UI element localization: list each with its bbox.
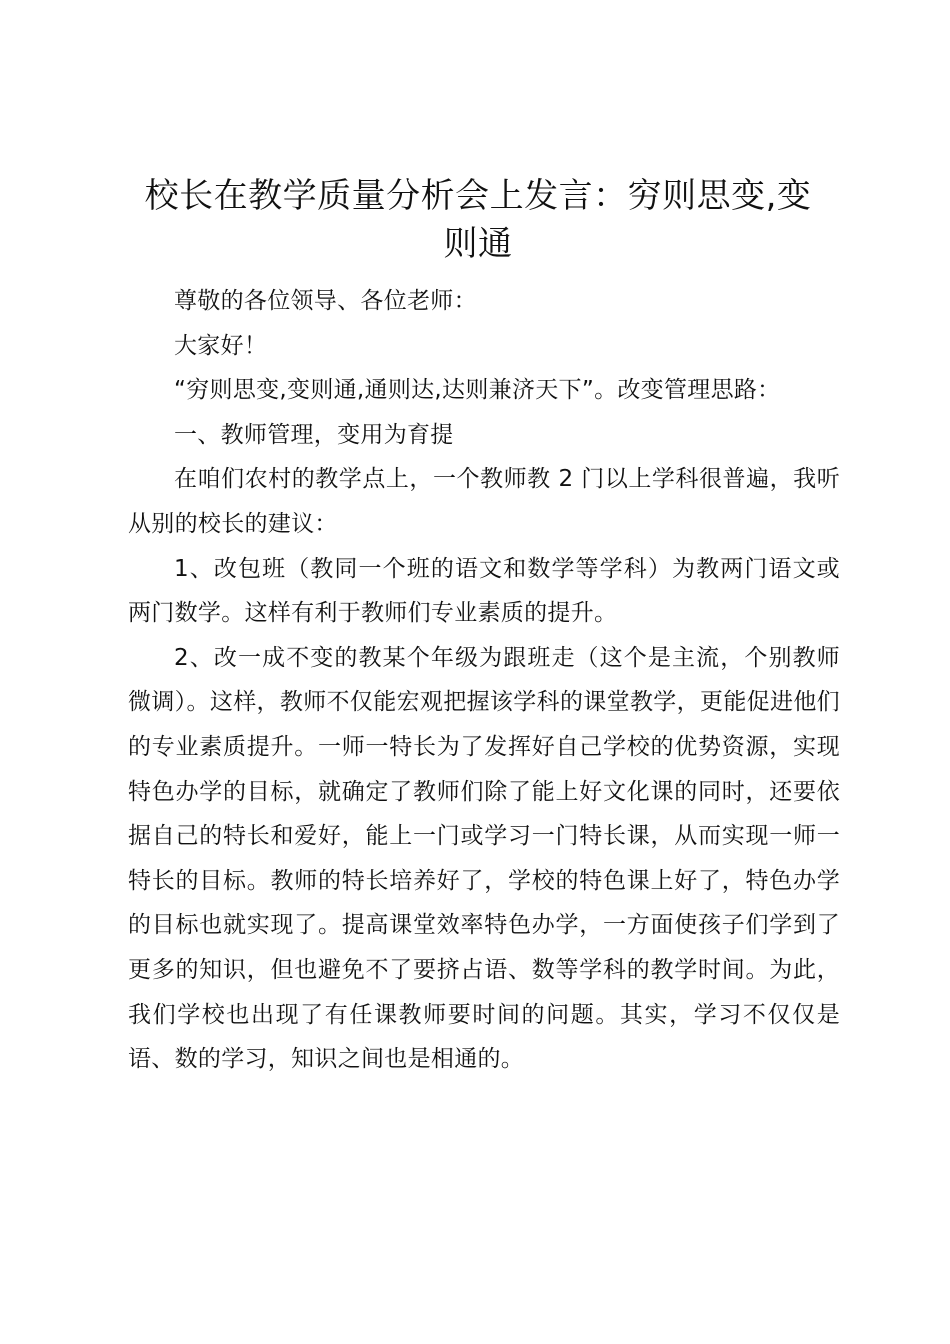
- greeting-paragraph: 大家好！: [174, 332, 268, 359]
- section-heading: 一、教师管理，变用为育提: [174, 421, 454, 448]
- document-body: [128, 279, 840, 1082]
- salutation-paragraph: 尊敬的各位领导、各位老师：: [174, 288, 477, 314]
- body-paragraph: 在咱们农村的教学点上，一个教师教 2 门以上学科很普遍，我听从别的校长的建议：: [128, 466, 840, 537]
- quote-paragraph: “穷则思变,变则通,通则达,达则兼济天下”。改变管理思路：: [174, 377, 781, 404]
- document-title: 校长在教学质量分析会上发言：穷则思变,变则通: [144, 176, 812, 264]
- body-paragraph: 1、改包班（教同一个班的语文和数学等学科）为教两门语文或两门数学。这样有利于教师们专业素质的提升。: [128, 555, 840, 627]
- body-paragraph: 2、改一成不变的教某个年级为跟班走（这个是主流，个别教师微调）。这样，教师不仅能宏观把握该学科的课堂教学，更能促进他们的专业素质提升。一师一特长为了发挥好自己学校的优势资源，实现特色办学的目标，就确定了教师们除了能上好文化课的同时，还要依据自己的特长和爱好，能上一门或学习一门特长课，从而实现一师一特长的目标。教师的特长培养好了，学校的特色课上好了，特色办学的目标也就实现了。提高课堂效率特色办学，一方面使孩子们学到了更多的知识，但也避免不了要挤占语、数等学科的教学时间。为此，我们学校也出现了有任课教师要时间的问题。其实，学习不仅仅是语、数的学习，知识之间也是相通的。: [128, 644, 840, 1073]
